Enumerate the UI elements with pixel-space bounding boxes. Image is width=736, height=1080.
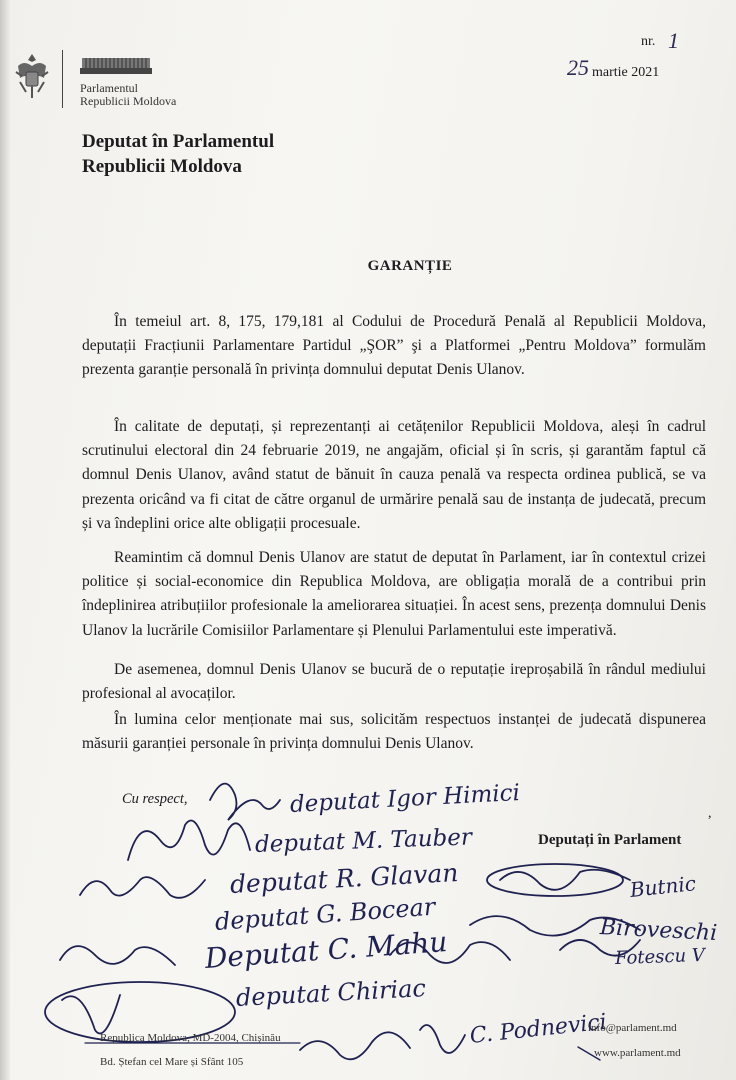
footer-address-line2: Bd. Ștefan cel Mare și Sfânt 105	[100, 1056, 244, 1068]
date-month-year: martie 2021	[592, 65, 660, 80]
deputy-title-line2: Republicii Moldova	[82, 156, 242, 177]
handwritten-line-3: deputat R. Glavan	[229, 858, 460, 899]
paragraph-5: În lumina celor menționate mai sus, solicităm respectuos instanței de judecată dispunerea măsurii garanției personale în privința domnului Denis Ulanov.	[82, 711, 706, 753]
footer-website: www.parlament.md	[594, 1047, 681, 1059]
handwritten-line-6: Biroveschi	[599, 915, 718, 947]
parliament-building-icon	[80, 56, 152, 74]
deputy-title-line1: Deputat în Parlamentul	[82, 131, 275, 152]
handwritten-line-7: Fotescu V	[614, 944, 706, 969]
handwritten-line-8: Butnic	[628, 871, 697, 902]
footer-address-line1: Republica Moldova, MD-2004, Chișinău	[100, 1032, 281, 1044]
stray-comma: ,	[708, 806, 712, 821]
date-day-handwritten: 25	[567, 55, 589, 80]
paragraph-2: În calitate de deputați, și reprezentanți ai cetățenilor Republicii Moldova, aleși în cadrul scrutinului electoral din 24 februarie 2019, ne angajăm, oficial și în scris, și garantăm faptul că domnul Denis Ulanov, având statut de bănuit în cauza penală va respecta ordinea publică, se va prezenta oricând va fi citat de către organul de urmărire penală sau de instanța de judecată, precum și va îndeplini orice alte obligații procesuale.	[82, 418, 706, 532]
footer-email: info@parlament.md	[588, 1022, 677, 1034]
handwritten-line-4: deputat G. Bocear	[214, 892, 437, 936]
document-number-label: nr.	[641, 34, 656, 49]
document-number-handwritten: 1	[668, 28, 679, 53]
paragraph-3: Reamintim că domnul Denis Ulanov are statut de deputat în Parlament, iar în contextul crizei politice și social-economice din Republica Moldova, are obligația morală de a contribui prin îndeplinirea atribuțiilor profesionale la ameliorarea situației. În acest sens, prezența domnului Denis Ulanov la lucrările Comisiilor Parlamentare și Plenului Parlamentului este imperativă.	[82, 549, 706, 639]
header-divider	[62, 50, 63, 108]
page-edge-shadow	[0, 0, 10, 1080]
handwritten-line-5: Deputat C. Mahu	[203, 925, 449, 975]
paragraph-4: De asemenea, domnul Denis Ulanov se bucură de o reputație ireproșabilă în rândul mediului profesional al avocaților.	[82, 661, 706, 703]
coat-of-arms-icon	[14, 52, 50, 100]
handwritten-line-2: deputat M. Tauber	[254, 824, 473, 858]
org-name-line2: Republicii Moldova	[80, 94, 177, 108]
handwritten-line-1: deputat Igor Himici	[289, 779, 521, 818]
paragraph-1: În temeiul art. 8, 175, 179,181 al Codului de Procedură Penală al Republicii Moldova, deputații Fracțiunii Parlamentare Partidul „ŞOR” şi a Platformei „Pentru Moldova” formulăm prezenta garanție personală în privința domnului deputat Denis Ulanov.	[82, 313, 706, 379]
document-title: GARANȚIE	[367, 258, 453, 274]
handwritten-line-10: C. Podnevici	[468, 1009, 608, 1049]
org-name-line1: Parlamentul	[80, 81, 138, 95]
signer-title: Deputați în Parlament	[538, 832, 682, 848]
handwritten-line-9: deputat Chiriac	[235, 974, 427, 1012]
closing-phrase: Cu respect,	[122, 791, 188, 807]
